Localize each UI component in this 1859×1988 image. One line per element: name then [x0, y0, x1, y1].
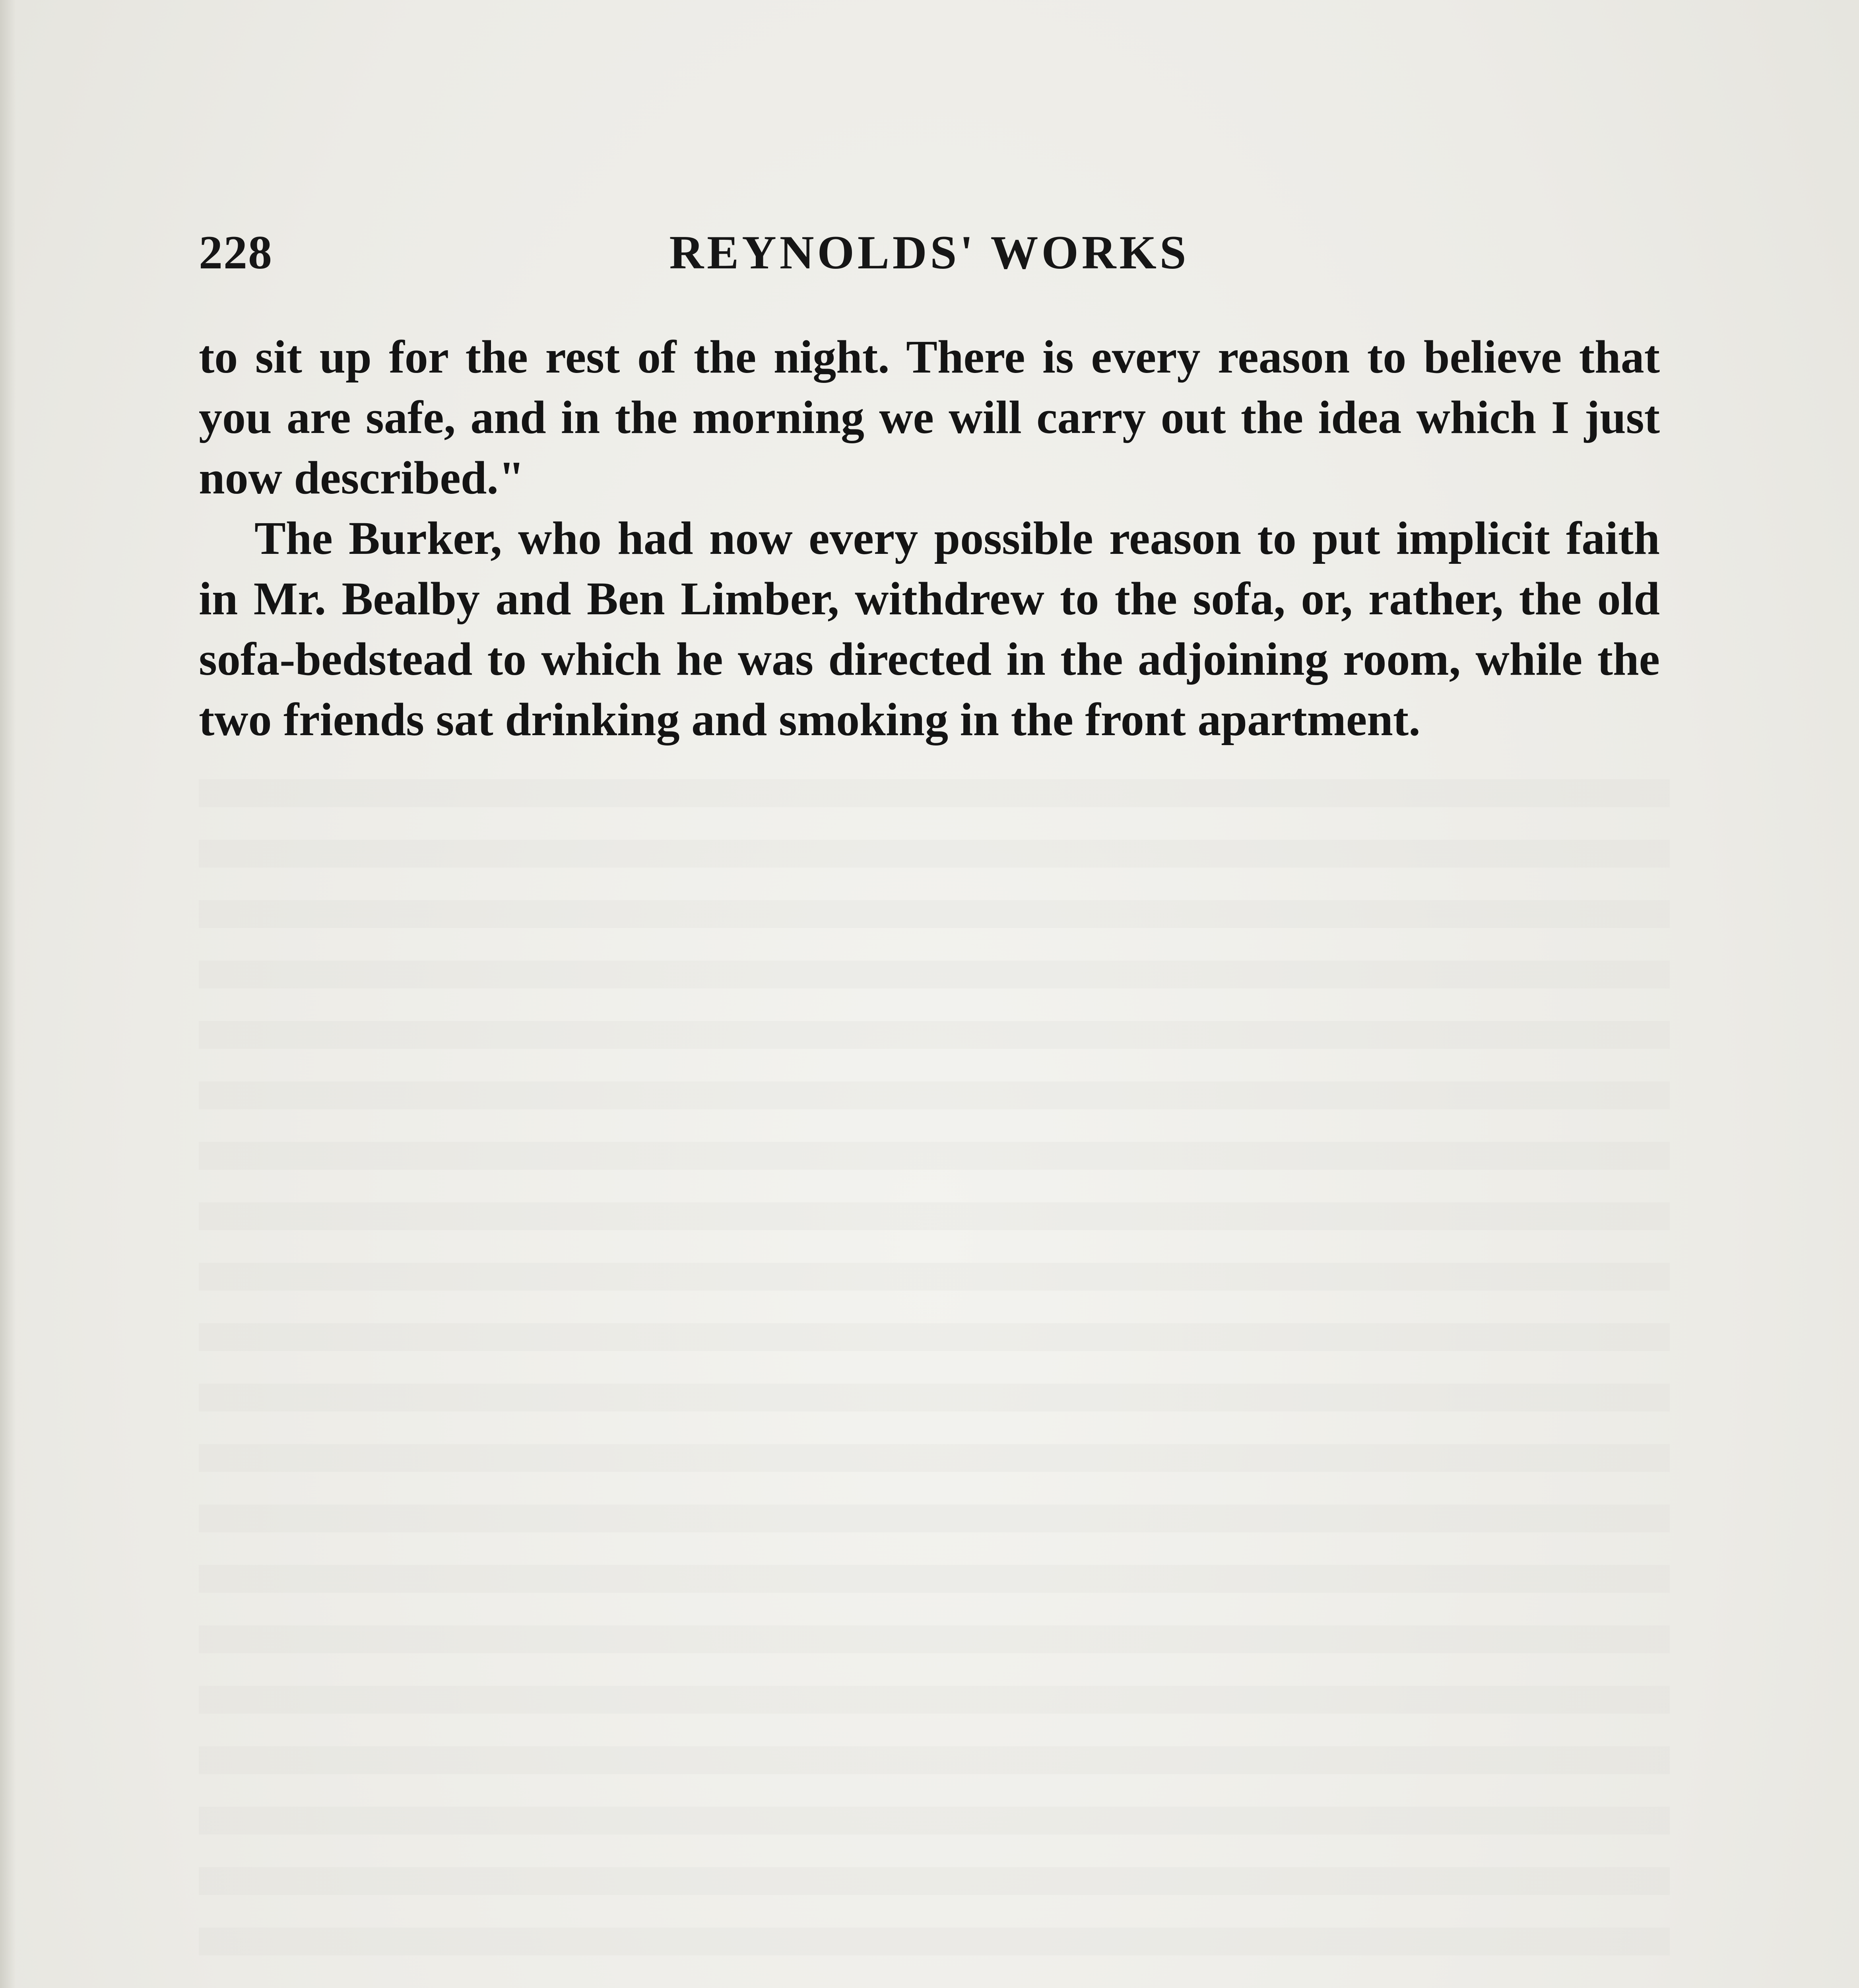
show-through-text [199, 755, 1670, 1988]
page-header [199, 217, 1660, 288]
page-number: 228 [199, 226, 273, 279]
body-text [199, 327, 1660, 750]
page-edge-shadow [0, 0, 16, 1988]
paragraph: The Burker, who had now every possible reason to put implicit faith in Mr. Bealby and Ben Limber, withdrew to the sofa, or, rather, the old sofa-bedstead to which he was directed in the adjoining room, while the two friends sat drinking and smoking in the front apartment. [199, 512, 1660, 746]
running-head: REYNOLDS' WORKS [669, 226, 1190, 279]
paragraph-continuation: to sit up for the rest of the night. There is every reason to believe that you are safe, and in the morning we will carry out the idea which I just now described." [199, 331, 1660, 504]
